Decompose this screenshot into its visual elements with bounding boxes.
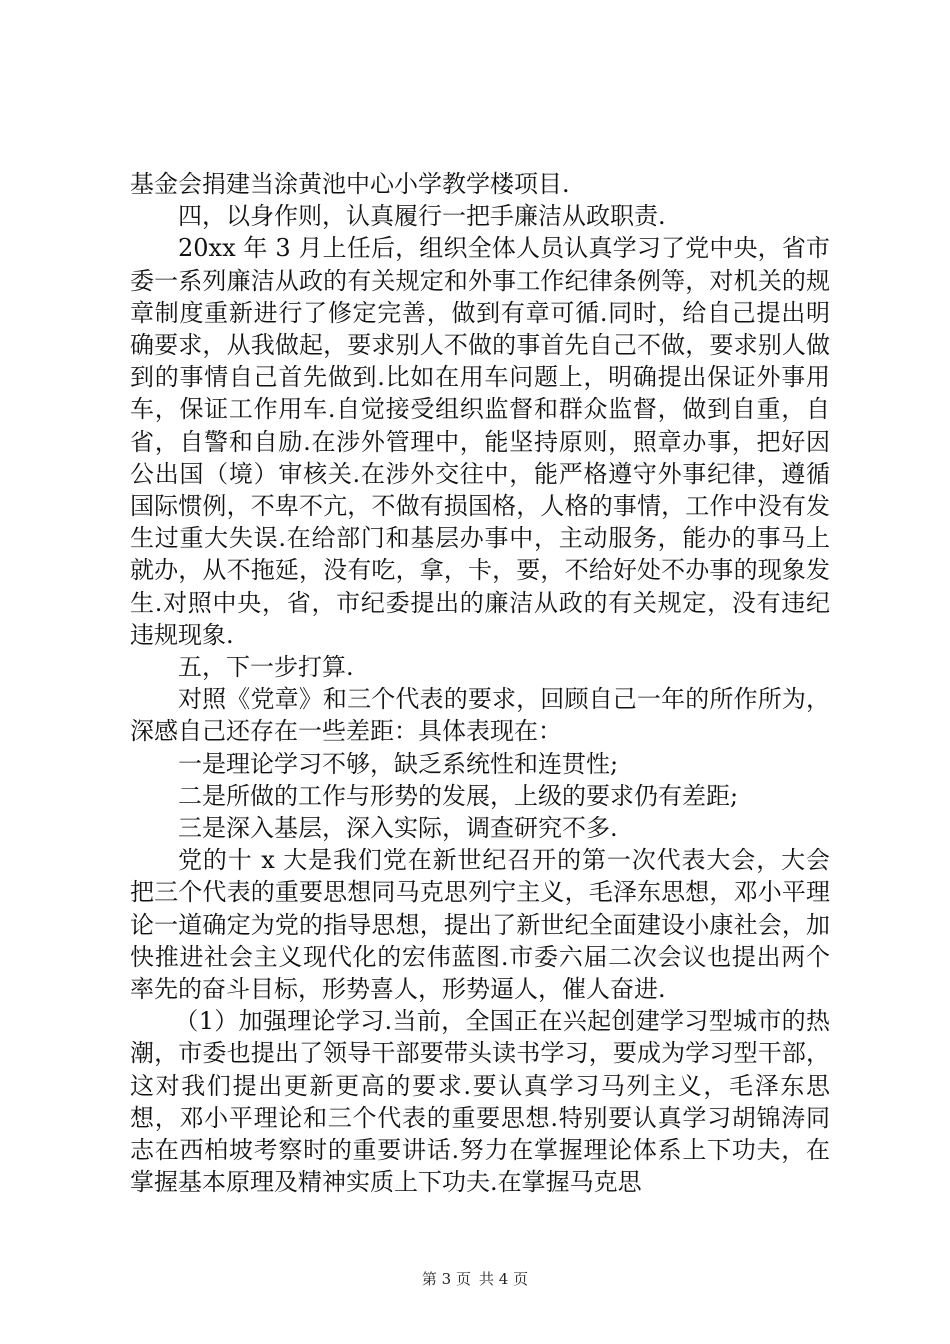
- heading-section-five: 五，下一步打算.: [178, 653, 354, 682]
- paragraph-shortcomings-intro: 对照《党章》和三个代表的要求，回顾自己一年的所作所为，深感自己还存在一些差距：具体表现在：: [130, 685, 830, 746]
- paragraph-congress: 党的十 x 大是我们党在新世纪召开的第一次代表大会，大会把三个代表的重要思想同马克思列宁主义，毛泽东思想，邓小平理论一道确定为党的指导思想，提出了新世纪全面建设小康社会，加快推进社会主义现代化的宏伟蓝图.市委六届二次会议也提出两个率先的奋斗目标，形势喜人，形势逼人，催人奋进.: [130, 846, 830, 1004]
- document-body: [130, 168, 830, 1199]
- list-item-shortcoming-3: 三是深入基层，深入实际，调查研究不多.: [178, 814, 618, 843]
- list-item-shortcoming-2: 二是所做的工作与形势的发展，上级的要求仍有差距;: [178, 781, 739, 810]
- heading-section-four: 四，以身作则，认真履行一把手廉洁从政职责.: [178, 202, 666, 231]
- page-total: 共 4 页: [479, 1270, 529, 1288]
- paragraph-integrity: 20xx 年 3 月上任后，组织全体人员认真学习了党中央，省市委一系列廉洁从政的有关规定和外事工作纪律条例等，对机关的规章制度重新进行了修定完善，做到有章可循.同时，给自己提出明确要求，从我做起，要求别人不做的事首先自己不做，要求别人做到的事情自己首先做到.比如在用车问题上，明确提出保证外事用车，保证工作用车.自觉接受组织监督和群众监督，做到自重，自省，自警和自励.在涉外管理中，能坚持原则，照章办事，把好因公出国（境）审核关.在涉外交往中，能严格遵守外事纪律，遵循国际惯例，不卑不亢，不做有损国格，人格的事情，工作中没有发生过重大失误.在给部门和基层办事中，主动服务，能办的事马上就办，从不拖延，没有吃，拿，卡，要，不给好处不办事的现象发生.对照中央，省，市纪委提出的廉洁从政的有关规定，没有违纪违规现象.: [130, 234, 830, 649]
- paragraph-continuation: 基金会捐建当涂黄池中心小学教学楼项目.: [130, 170, 570, 198]
- paragraph-theory-study: （1）加强理论学习.当前，全国正在兴起创建学习型城市的热潮，市委也提出了领导干部要带头读书学习，要成为学习型干部，这对我们提出更新更高的要求.要认真学习马列主义，毛泽东思想，邓小平理论和三个代表的重要思想.特别要认真学习胡锦涛同志在西柏坡考察时的重要讲话.努力在掌握理论体系上下功夫，在掌握基本原理及精神实质上下功夫.在掌握马克思: [130, 1007, 830, 1197]
- page-footer: [0, 1268, 950, 1289]
- list-item-shortcoming-1: 一是理论学习不够，缺乏系统性和连贯性;: [178, 749, 619, 778]
- page-number: 第 3 页: [421, 1270, 471, 1288]
